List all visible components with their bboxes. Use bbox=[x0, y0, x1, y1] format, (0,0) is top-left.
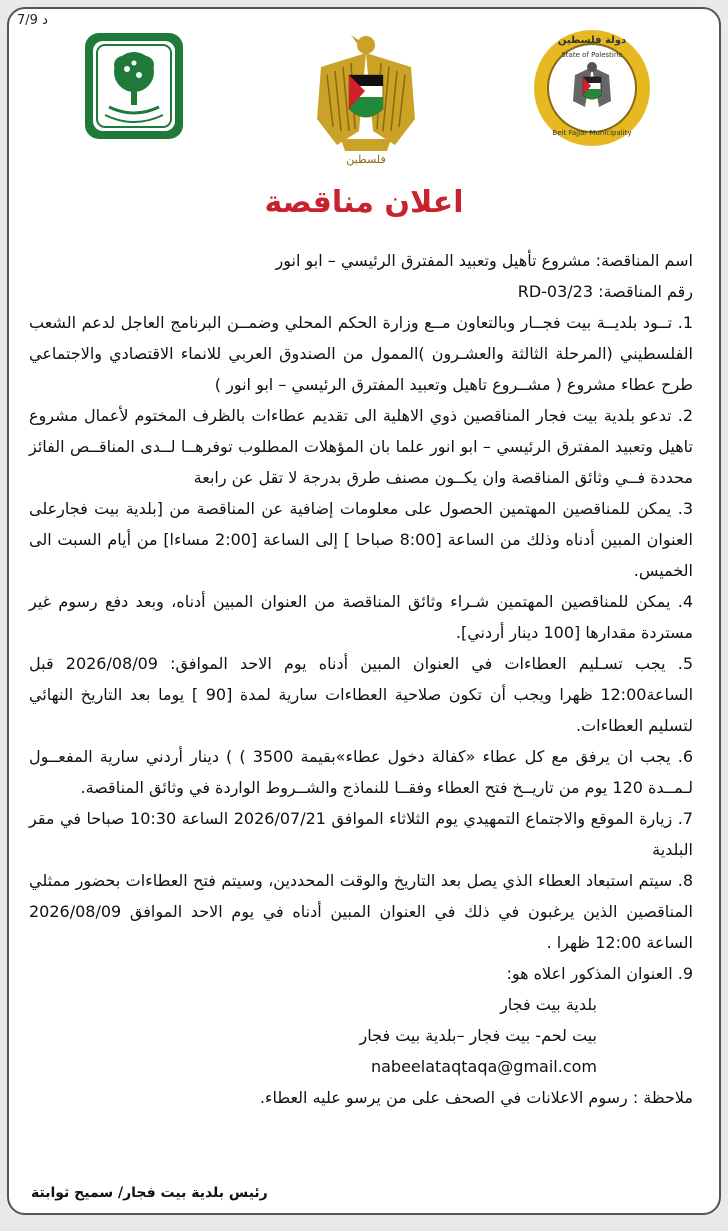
state-of-palestine-seal bbox=[531, 27, 653, 149]
seal-arabic-text: دولة فلسطين bbox=[557, 35, 627, 46]
municipality-seal-logo bbox=[79, 27, 189, 145]
logos-row bbox=[9, 27, 719, 177]
address-line-2: بيت لحم- بيت فجار –بلدية بيت فجار bbox=[359, 1026, 597, 1045]
clause-5: 5. يجب تسـليم العطاءات في العنوان المبين أدناه يوم الاحد الموافق: 2026/08/09 قبل الساعة12:00 ظهرا ويجب أن تكون صلاحية العطاءات سارية لمدة [90 ] يوما بعد التاريخ النهائي لتسليم العطاءات. bbox=[29, 654, 694, 735]
clause-7: 7. زيارة الموقع والاجتماع التمهيدي يوم الثلاثاء الموافق 2026/07/21 الساعة 10:30 صباحا في مقر البلدية bbox=[29, 809, 694, 859]
tender-number: رقم المناقصة: 23/RD-03 bbox=[517, 282, 693, 301]
reference-number: 7/9 د bbox=[17, 13, 48, 28]
tender-name: اسم المناقصة: مشروع تأهيل وتعبيد المفترق الرئيسي – ابو انور bbox=[275, 251, 693, 270]
emblem-caption: فلسطين bbox=[346, 153, 386, 166]
clause-9: 9. العنوان المذكور اعلاه هو: bbox=[506, 964, 693, 983]
clause-6: 6. يجب ان يرفق مع كل عطاء «كفالة دخول عطاء»بقيمة 3500 ) ) دينار أردني سارية المفعــول لـمــدة 120 يوم من تاريــخ فتح العطاء وفقــا للنماذج والشــروط الواردة في وثائق المناقصة. bbox=[29, 747, 694, 797]
contact-email: nabeelataqtaqa@gmail.com bbox=[370, 1057, 597, 1076]
seal-municipality-text: Beit Fajjar Municipality bbox=[552, 129, 632, 137]
fees-note: ملاحظة : رسوم الاعلانات في الصحف على من يرسو عليه العطاء. bbox=[259, 1088, 693, 1107]
clause-2: 2. تدعو بلدية بيت فجار المناقصين ذوي الاهلية الى تقديم عطاءات بالظرف المختوم لأعمال مشروع تاهيل وتعبيد المفترق الرئيسي – ابو انور علما بان المؤهلات المطلوب توفرهــا لــدى المناقــص الفائز محددة فــي وثائق المناقصة وان يكــون مصنف طرق بدرجة لا تقل عن رابعة bbox=[29, 406, 693, 487]
announcement-page bbox=[7, 7, 721, 1215]
clause-1: 1. تــود بلديــة بيت فجــار وبالتعاون مــع وزارة الحكم المحلي وضمــن البرنامج العاجل لدعم الشعب الفلسطيني (المرحلة الثالثة والعشـرون )الممول من الصندوق العربي للانماء الاقتصادي والاجتماعي طرح عطاء مشروع ( مشــروع تاهيل وتعبيد المفترق الرئيسي – ابو انور ) bbox=[29, 313, 693, 394]
clause-8: 8. سيتم استبعاد العطاء الذي يصل بعد التاريخ والوقت المحددين، وسيتم فتح العطاءات بحضور ممثلي المناقصين الذين يرغبون في ذلك في العنوان المبين أدناه في يوم الاحد الموافق 2026/08/09 الساعة 12:00 ظهرا . bbox=[29, 871, 693, 952]
announcement-body bbox=[29, 245, 693, 1113]
seal-english-text: State of Palestine bbox=[561, 51, 623, 59]
clause-4: 4. يمكن للمناقصين المهتمين شـراء وثائق المناقصة من العنوان المبين أدناه، وبعد دفع رسوم غير مستردة مقدارها [100 دينار أردني]. bbox=[29, 592, 693, 642]
announcement-title: اعلان مناقصة bbox=[264, 185, 464, 220]
address-line-1: بلدية بيت فجار bbox=[500, 995, 597, 1014]
clause-3: 3. يمكن للمناقصين المهتمين الحصول على معلومات إضافية عن المناقصة من [بلدية بيت فجارعلى العنوان المبين أدناه وذلك من الساعة [8:00 صباحا ] إلى الساعة [2:00 مساءا] من أيام السبت الى الخميس. bbox=[29, 499, 693, 580]
mayor-signature: رئيس بلدية بيت فجار/ سميح ثوابتة bbox=[31, 1185, 268, 1201]
palestine-eagle-emblem bbox=[311, 27, 421, 167]
